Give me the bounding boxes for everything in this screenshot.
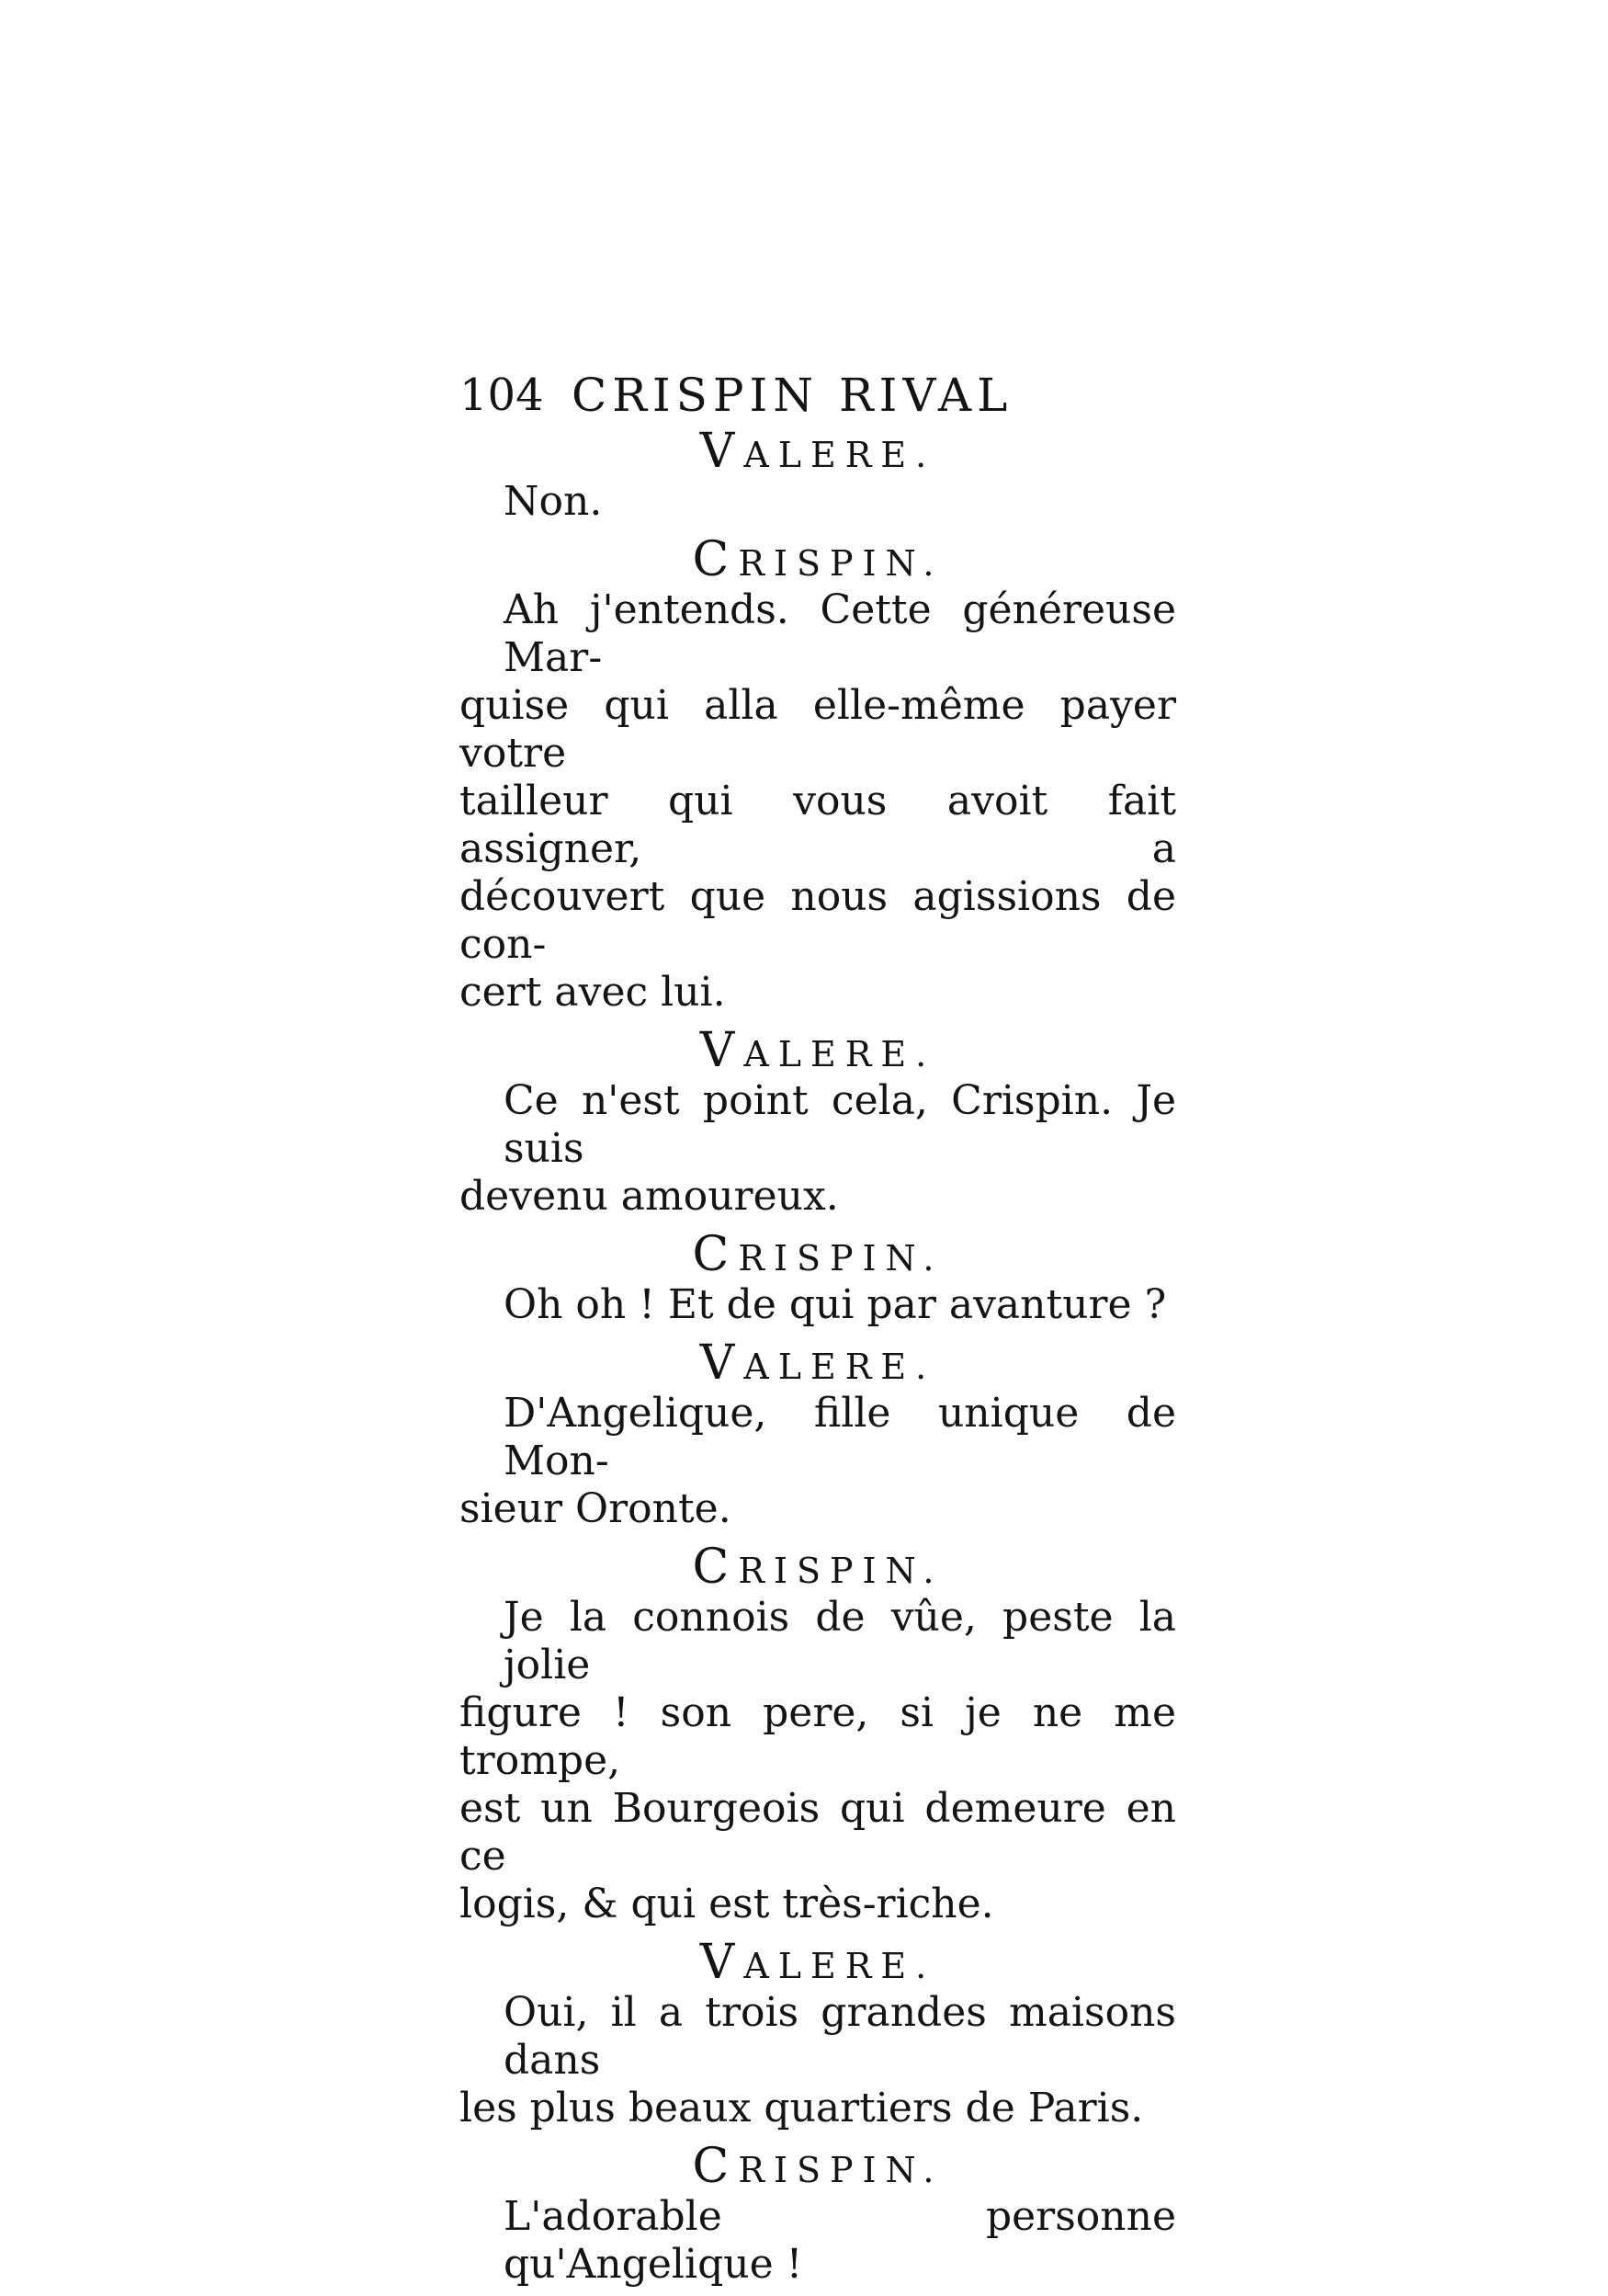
speaker-name: VALERE. <box>699 424 936 479</box>
speaker-name: VALERE. <box>699 1023 936 1078</box>
text-line: logis, & qui est très-riche. <box>459 1881 994 1927</box>
text-line: Je la connois de vûe, peste la jolie <box>504 1594 1176 1688</box>
text-line: Ah j'entends. Cette généreuse Mar- <box>504 586 1176 681</box>
text-line: quise qui alla elle-même payer votre <box>459 682 1176 777</box>
text-line: sieur Oronte. <box>459 1485 731 1532</box>
text-line: découvert que nous agissions de con- <box>459 873 1176 968</box>
running-title: CRISPIN RIVAL <box>572 369 1013 422</box>
speaker-name: VALERE. <box>699 1336 936 1391</box>
text-line: D'Angelique, fille unique de Mon- <box>504 1390 1176 1484</box>
speaker-name: VALERE. <box>699 1935 936 1990</box>
speech-text <box>459 1594 1176 1928</box>
speaker-name: CRISPIN. <box>692 532 944 587</box>
text-line: L'adorable personne qu'Angelique ! <box>504 2193 1176 2288</box>
text-line: figure ! son pere, si je ne me trompe, <box>459 1689 1176 1784</box>
text-line: devenu amoureux. <box>459 1173 839 1220</box>
speaker-name: CRISPIN. <box>692 1227 944 1282</box>
speech-text <box>459 478 1176 526</box>
text-line: est un Bourgeois qui demeure en ce <box>459 1785 1176 1880</box>
speech-text <box>459 586 1176 1017</box>
speech-text <box>459 1281 1176 1329</box>
text-line: Non. <box>504 478 603 525</box>
speech-text <box>459 1989 1176 2132</box>
speech-text <box>459 2193 1176 2289</box>
text-line: tailleur qui vous avoit fait assigner, a <box>459 778 1176 872</box>
dialogue-text <box>459 425 1176 2296</box>
page-number: 104 <box>459 369 544 421</box>
text-line: cert avec lui. <box>459 969 726 1016</box>
speaker-name: CRISPIN. <box>692 1540 944 1595</box>
speaker-name: CRISPIN. <box>692 2139 944 2194</box>
speech-text <box>459 1077 1176 1221</box>
text-line: Ce n'est point cela, Crispin. Je suis <box>504 1077 1176 1172</box>
text-line: Oh oh ! Et de qui par avanture ? <box>504 1281 1167 1328</box>
text-line: les plus beaux quartiers de Paris. <box>459 2085 1144 2131</box>
text-line: Oui, il a trois grandes maisons dans <box>504 1989 1176 2084</box>
page-header <box>459 363 1176 427</box>
speech-text <box>459 1390 1176 1533</box>
